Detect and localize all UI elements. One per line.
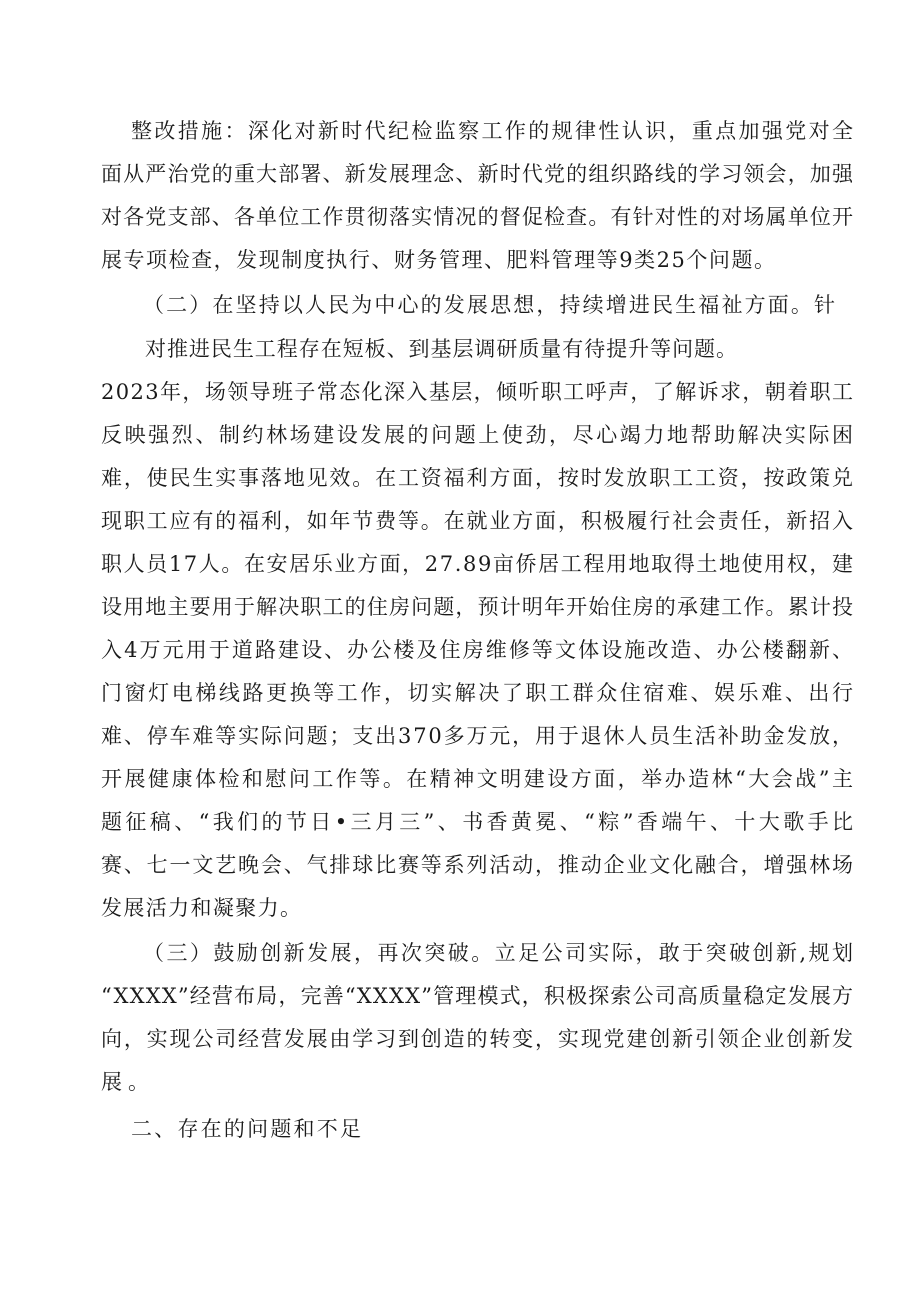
text-line: 入4万元用于道路建设、办公楼及住房维修等文体设施改造、办公楼翻新、 [101, 638, 856, 662]
text-line: 现职工应有的福利，如年节费等。在就业方面，积极履行社会责任，新招入 [101, 509, 855, 533]
text-line: 展专项检查，发现制度执行、财务管理、肥料管理等9类25个问题。 [101, 248, 777, 272]
text-line: 难、停车难等实际问题；支出370多万元，用于退休人员生活补助金发放， [101, 724, 855, 748]
text-line: 难，使民生实事落地见效。在工资福利方面，按时发放职工工资，按政策兑 [101, 466, 855, 490]
text-line: 反映强烈、制约林场建设发展的问题上使劲，尽心竭力地帮助解决实际困 [101, 423, 856, 447]
text-line: 整改措施：深化对新时代纪检监察工作的规律性认识，重点加强党对全 [131, 119, 856, 143]
text-line: 2023年，场领导班子常态化深入基层，倾听职工呼声，了解诉求，朝着职工 [101, 380, 855, 404]
text-line: 对各党支部、各单位工作贯彻落实情况的督促检查。有针对性的对场属单位开 [101, 205, 855, 229]
text-line: 设用地主要用于解决职工的住房问题，预计明年开始住房的承建工作。累计投 [101, 595, 855, 619]
text-line: （二）在坚持以人民为中心的发展思想，持续增进民生福祉方面。针 [143, 293, 838, 317]
text-line: 展。 [101, 1070, 155, 1094]
text-line: 赛、七一文艺晚会、气排球比赛等系列活动，推动企业文化融合，增强林场 [101, 853, 855, 877]
text-line: 职人员17人。在安居乐业方面，27.89亩侨居工程用地取得土地使用权，建 [101, 552, 855, 576]
section-heading: 二、存在的问题和不足 [131, 1117, 364, 1141]
text-line: “XXXX”经营布局，完善“XXXX”管理模式，积极探索公司高质量稳定发展方 [101, 984, 855, 1008]
text-line: 对推进民生工程存在短板、到基层调研质量有待提升等问题。 [145, 337, 738, 361]
text-line: 门窗灯电梯线路更换等工作，切实解决了职工群众住宿难、娱乐难、出行 [101, 681, 856, 705]
text-line: 面从严治党的重大部署、新发展理念、新时代党的组织路线的学习领会，加强 [101, 162, 855, 186]
text-line: 题征稿、“我们的节日•三月三”、书香黄冕、“粽”香端午、十大歌手比 [101, 810, 857, 834]
text-line: 发展活力和凝聚力。 [101, 896, 303, 920]
text-line: 向，实现公司经营发展由学习到创造的转变，实现党建创新引领企业创新发 [101, 1027, 855, 1051]
text-line: （三）鼓励创新发展，再次突破。立足公司实际，敢于突破创新,规划 [143, 941, 856, 965]
text-line: 开展健康体检和慰问工作等。在精神文明建设方面，举办造林“大会战”主 [101, 767, 856, 791]
